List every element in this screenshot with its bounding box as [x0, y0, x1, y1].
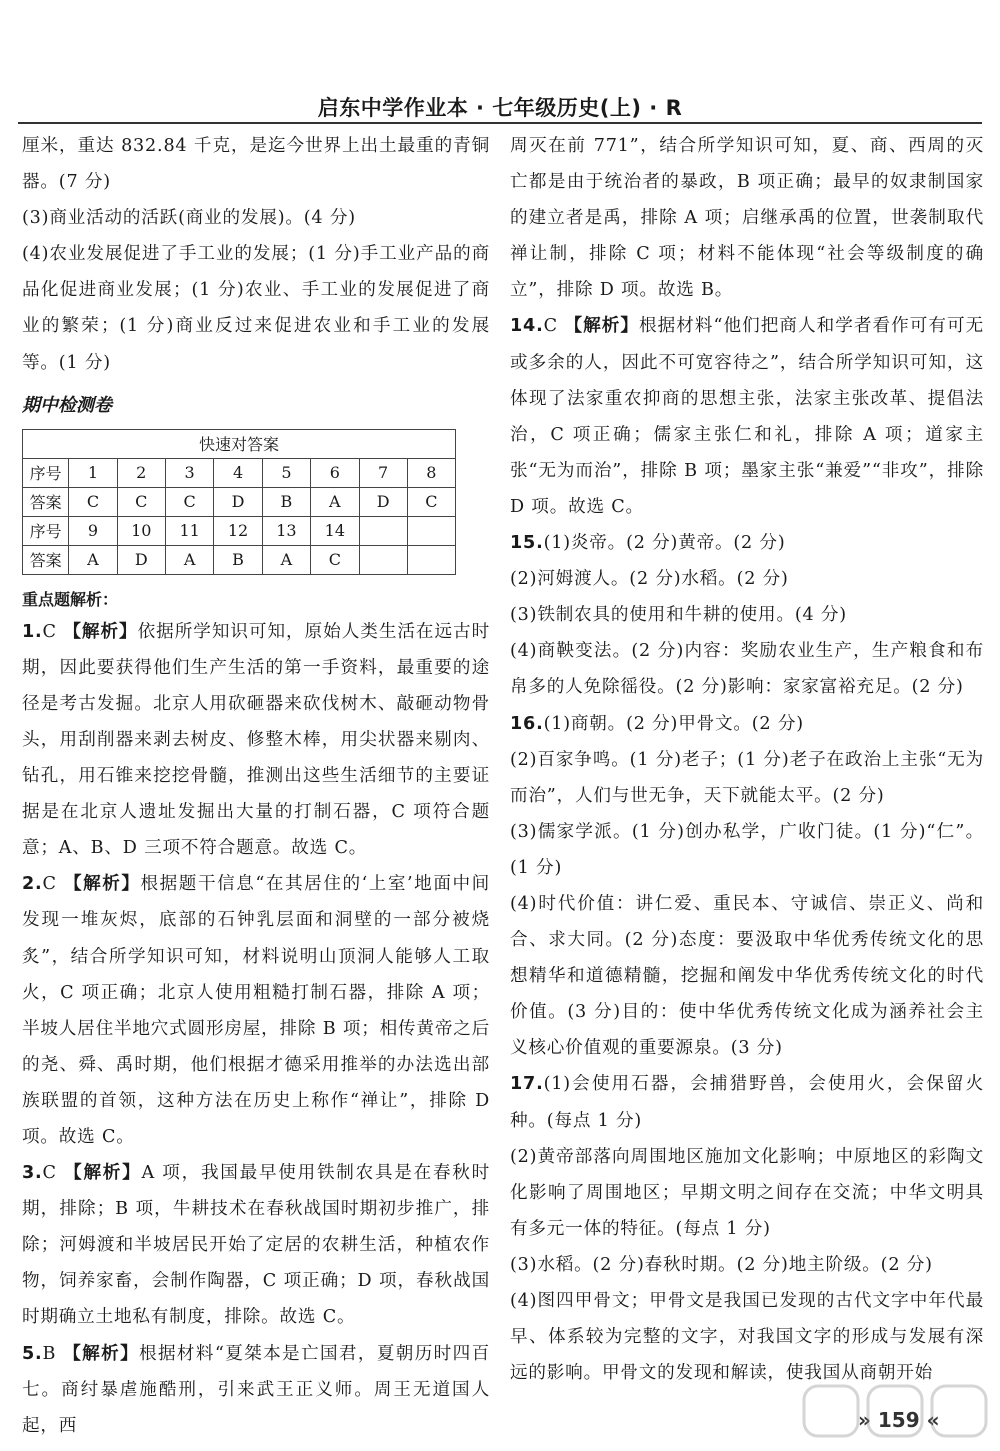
item-number: 14.	[510, 316, 544, 337]
table-cell: 3	[165, 458, 213, 487]
table-cell: 10	[117, 516, 165, 545]
answer-table	[22, 429, 456, 575]
table-cell: 4	[214, 458, 262, 487]
item-number: 15.	[510, 533, 544, 554]
table-cell: C	[407, 487, 455, 516]
table-cell: 12	[214, 516, 262, 545]
table-cell: C	[165, 487, 213, 516]
item-number: 16.	[510, 713, 544, 734]
analysis-title: 重点题解析：	[22, 589, 119, 609]
item-text: (1)炎帝。(2 分)黄帝。(2 分)	[543, 533, 786, 554]
table-cell: 5	[262, 458, 310, 487]
paragraph: (4)商鞅变法。(2 分)内容：奖励农业生产，生产粮食和布帛多的人免除徭役。(2 分)影响：家家富裕充足。(2 分)	[510, 641, 984, 698]
page-header: 启东中学作业本 · 七年级历史(上) · R	[317, 96, 683, 120]
paragraph: 厘米，重达 832.84 千克，是迄今世界上出土最重的青铜器。(7 分)	[22, 136, 490, 193]
paragraph: (4)农业发展促进了手工业的发展；(1 分)手工业产品的商品化促进商业发展；(1 分)农业、手工业的发展促进了商业的繁荣；(1 分)商业反过来促进农业和手工业的发展等。(1 分)	[22, 244, 490, 373]
item-number: 2.	[22, 874, 43, 895]
answer-item	[510, 706, 984, 742]
table-cell: A	[311, 487, 359, 516]
table-cell: 序号	[23, 516, 69, 545]
answer-table-title: 快速对答案	[23, 429, 456, 458]
header-rule	[18, 122, 982, 124]
item-text: 根据材料“夏桀本是亡国君，夏朝历时四百七。商纣暴虐施酷刑，引来武王正义师。周王无道国人起，西	[22, 1343, 490, 1436]
paragraph: (2)黄帝部落向周围地区施加文化影响；中原地区的彩陶文化影响了周围地区；早期文明之间存在交流；中华文明具有多元一体的特征。(每点 1 分)	[510, 1146, 984, 1239]
analysis-tag: 【解析】	[564, 316, 639, 337]
table-cell: 2	[117, 458, 165, 487]
answer-item	[510, 308, 984, 525]
analysis-tag: 【解析】	[64, 1163, 142, 1184]
left-column	[22, 128, 490, 1444]
item-answer: C	[543, 316, 558, 337]
table-cell	[359, 545, 407, 574]
table-cell: 答案	[23, 487, 69, 516]
paragraph: (4)时代价值：讲仁爱、重民本、守诚信、崇正义、尚和合、求大同。(2 分)态度：要汲取中华优秀传统文化的思想精华和道德精髓，挖掘和阐发中华优秀传统文化的时代价值。(3 分)目的：使中华优秀传统文化成为涵养社会主义核心价值观的重要源泉。(3 分)	[510, 893, 984, 1059]
table-cell	[359, 516, 407, 545]
item-answer: C	[42, 874, 57, 895]
answer-item	[510, 1066, 984, 1138]
answer-item	[22, 1336, 490, 1444]
item-answer: B	[42, 1343, 57, 1364]
paragraph: (4)图四甲骨文；甲骨文是我国已发现的古代文字中年代最早、体系较为完整的文字，对我国文字的形成与发展有深远的影响。甲骨文的发现和解读，使我国从商朝开始	[510, 1291, 984, 1384]
page-number: » 159 «	[858, 1408, 940, 1432]
answer-item	[22, 1155, 490, 1335]
table-cell: A	[69, 545, 117, 574]
table-row	[23, 487, 456, 516]
table-cell: 9	[69, 516, 117, 545]
paragraph: (3)铁制农具的使用和牛耕的使用。(4 分)	[510, 605, 847, 626]
table-cell: 8	[407, 458, 455, 487]
item-number: 5.	[22, 1343, 43, 1364]
answer-item	[22, 866, 490, 1155]
answer-item	[510, 525, 984, 561]
item-number: 1.	[22, 621, 43, 642]
table-row	[23, 458, 456, 487]
table-row	[23, 516, 456, 545]
table-cell	[407, 545, 455, 574]
table-cell: A	[262, 545, 310, 574]
table-row	[23, 545, 456, 574]
item-text: (1)会使用石器，会捕猎野兽，会使用火，会保留火种。(每点 1 分)	[510, 1074, 984, 1131]
item-text: 依据所学知识可知，原始人类生活在远古时期，因此要获得他们生产生活的第一手资料，最重要的途径是考古发掘。北京人用砍砸器来砍伐树木、敲砸动物骨头，用刮削器来剥去树皮、修整木棒，用尖状器来剔肉、钻孔，用石锥来挖挖骨髓，推测出这些生活细节的主要证据是在北京人遗址发掘出大量的打制石器，C 项符合题意；A、B、D 三项不符合题意。故选 C。	[22, 621, 490, 859]
table-cell: 11	[165, 516, 213, 545]
watermark-logo	[800, 1380, 990, 1442]
table-cell: C	[69, 487, 117, 516]
table-cell: B	[214, 545, 262, 574]
answer-item	[22, 614, 490, 867]
table-cell: D	[214, 487, 262, 516]
table-cell: 7	[359, 458, 407, 487]
analysis-tag: 【解析】	[63, 874, 141, 895]
table-cell: 序号	[23, 458, 69, 487]
table-cell: 6	[311, 458, 359, 487]
analysis-tag: 【解析】	[63, 1343, 140, 1364]
item-text: A 项，我国最早使用铁制农具是在春秋时期，排除；B 项，牛耕技术在春秋战国时期初步推广，排除；河姆渡和半坡居民开始了定居的农耕生活，种植农作物，饲养家畜，会制作陶器，C 项正确；D 项，春秋战国时期确立土地私有制度，排除。故选 C。	[22, 1163, 490, 1328]
item-number: 3.	[22, 1163, 43, 1184]
item-text: (1)商朝。(2 分)甲骨文。(2 分)	[543, 713, 804, 734]
paragraph: (2)百家争鸣。(1 分)老子；(1 分)老子在政治上主张“无为而治”，人们与世无争，天下就能太平。(2 分)	[510, 749, 984, 806]
table-cell: D	[117, 545, 165, 574]
table-cell: 14	[311, 516, 359, 545]
table-cell: 1	[69, 458, 117, 487]
item-text: 根据题干信息“在其居住的‘上室’地面中间发现一堆灰烬，底部的石钟乳层面和洞壁的一部分被烧炙”，结合所学知识可知，材料说明山顶洞人能够人工取火，C 项正确；北京人使用粗糙打制石器，排除 A 项；半坡人居住半地穴式圆形房屋，排除 B 项；相传黄帝之后的尧、舜、禹时期，他们根据才德采用推举的办法选出部族联盟的首领，这种方法在历史上称作“禅让”，排除 D 项。故选 C。	[22, 874, 490, 1147]
table-cell: 答案	[23, 545, 69, 574]
right-column	[510, 128, 984, 1391]
paragraph: (3)儒家学派。(1 分)创办私学，广收门徒。(1 分)“仁”。(1 分)	[510, 821, 984, 878]
item-answer: C	[42, 1163, 57, 1184]
table-cell: C	[311, 545, 359, 574]
paragraph: 周灭在前 771”，结合所学知识可知，夏、商、西周的灭亡都是由于统治者的暴政，B 项正确；最早的奴隶制国家的建立者是禹，排除 A 项；启继承禹的位置，世袭制取代禅让制，排除 C 项；材料不能体现“社会等级制度的确立”，排除 D 项。故选 B。	[510, 136, 984, 301]
table-cell: 13	[262, 516, 310, 545]
item-text: 根据材料“他们把商人和学者看作可有可无或多余的人，因此不可宽容待之”，结合所学知识可知，这体现了法家重农抑商的思想主张，法家主张改革、提倡法治，C 项正确；儒家主张仁和礼，排除 A 项；道家主张“无为而治”，排除 B 项；墨家主张“兼爱”“非攻”，排除 D 项。故选 C。	[510, 316, 984, 517]
paragraph: (2)河姆渡人。(2 分)水稻。(2 分)	[510, 569, 789, 590]
table-cell: A	[165, 545, 213, 574]
paragraph: (3)商业活动的活跃(商业的发展)。(4 分)	[22, 208, 356, 229]
section-title: 期中检测卷	[22, 394, 112, 416]
table-cell: C	[117, 487, 165, 516]
analysis-tag: 【解析】	[63, 621, 138, 642]
table-cell	[407, 516, 455, 545]
item-answer: C	[42, 621, 57, 642]
paragraph: (3)水稻。(2 分)春秋时期。(2 分)地主阶级。(2 分)	[510, 1254, 933, 1275]
table-cell: B	[262, 487, 310, 516]
table-cell: D	[359, 487, 407, 516]
item-number: 17.	[510, 1074, 544, 1095]
